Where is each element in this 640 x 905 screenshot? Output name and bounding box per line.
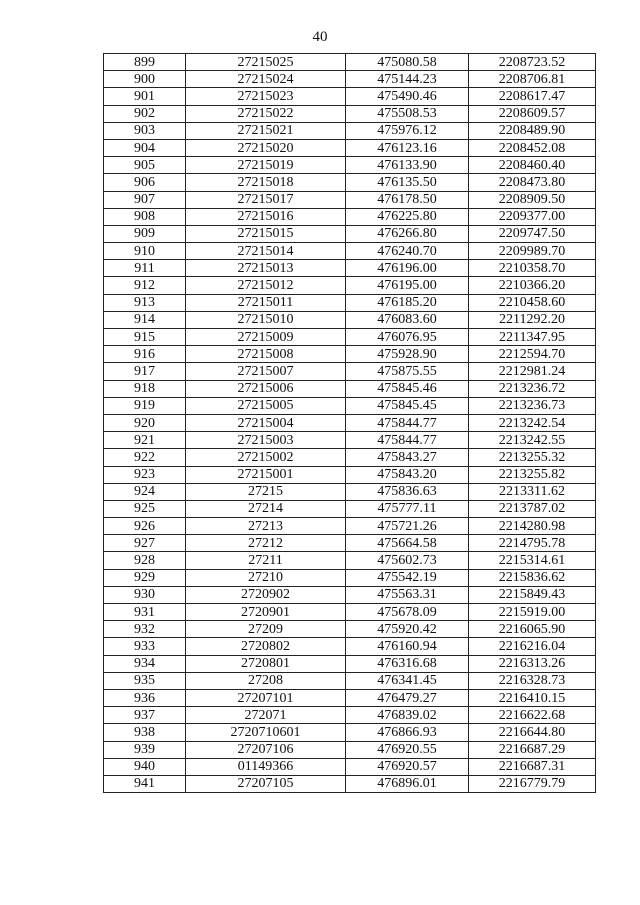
point-number-cell: 919 <box>104 397 186 414</box>
table-row <box>104 638 596 655</box>
point-number-cell: 913 <box>104 294 186 311</box>
point-number-cell: 932 <box>104 621 186 638</box>
table-row <box>104 243 596 260</box>
table-row <box>104 397 596 414</box>
table-row <box>104 586 596 603</box>
point-number-cell: 923 <box>104 466 186 483</box>
table-row <box>104 88 596 105</box>
x-coordinate-cell: 475664.58 <box>346 535 469 552</box>
point-number-cell: 906 <box>104 174 186 191</box>
x-coordinate-cell: 476133.90 <box>346 157 469 174</box>
point-number-cell: 911 <box>104 260 186 277</box>
point-code-cell: 27215 <box>186 483 346 500</box>
x-coordinate-cell: 475678.09 <box>346 604 469 621</box>
y-coordinate-cell: 2210458.60 <box>469 294 596 311</box>
point-number-cell: 926 <box>104 518 186 535</box>
point-code-cell: 27215009 <box>186 329 346 346</box>
point-code-cell: 27207101 <box>186 689 346 706</box>
table-row <box>104 500 596 517</box>
point-code-cell: 27215008 <box>186 346 346 363</box>
point-code-cell: 2720901 <box>186 604 346 621</box>
table-row <box>104 707 596 724</box>
point-code-cell: 27214 <box>186 500 346 517</box>
y-coordinate-cell: 2215836.62 <box>469 569 596 586</box>
point-code-cell: 2720802 <box>186 638 346 655</box>
x-coordinate-cell: 475490.46 <box>346 88 469 105</box>
table-row <box>104 71 596 88</box>
table-row <box>104 294 596 311</box>
point-number-cell: 902 <box>104 105 186 122</box>
point-number-cell: 904 <box>104 139 186 156</box>
x-coordinate-cell: 476123.16 <box>346 139 469 156</box>
point-number-cell: 940 <box>104 758 186 775</box>
point-code-cell: 27208 <box>186 672 346 689</box>
y-coordinate-cell: 2212594.70 <box>469 346 596 363</box>
y-coordinate-cell: 2208452.08 <box>469 139 596 156</box>
point-code-cell: 27215011 <box>186 294 346 311</box>
table-row <box>104 655 596 672</box>
x-coordinate-cell: 475875.55 <box>346 363 469 380</box>
point-code-cell: 01149366 <box>186 758 346 775</box>
x-coordinate-cell: 476266.80 <box>346 225 469 242</box>
table-row <box>104 157 596 174</box>
point-number-cell: 934 <box>104 655 186 672</box>
point-code-cell: 27215004 <box>186 414 346 431</box>
point-number-cell: 925 <box>104 500 186 517</box>
x-coordinate-cell: 475976.12 <box>346 122 469 139</box>
y-coordinate-cell: 2208489.90 <box>469 122 596 139</box>
y-coordinate-cell: 2209989.70 <box>469 243 596 260</box>
x-coordinate-cell: 476896.01 <box>346 775 469 792</box>
point-number-cell: 908 <box>104 208 186 225</box>
y-coordinate-cell: 2214795.78 <box>469 535 596 552</box>
table-row <box>104 432 596 449</box>
table-row <box>104 535 596 552</box>
point-code-cell: 27209 <box>186 621 346 638</box>
point-code-cell: 27215019 <box>186 157 346 174</box>
point-number-cell: 907 <box>104 191 186 208</box>
table-row <box>104 329 596 346</box>
table-row <box>104 414 596 431</box>
point-code-cell: 27207106 <box>186 741 346 758</box>
x-coordinate-cell: 476920.57 <box>346 758 469 775</box>
y-coordinate-cell: 2210366.20 <box>469 277 596 294</box>
y-coordinate-cell: 2216313.26 <box>469 655 596 672</box>
table-row <box>104 689 596 706</box>
point-code-cell: 2720801 <box>186 655 346 672</box>
y-coordinate-cell: 2213255.32 <box>469 449 596 466</box>
y-coordinate-cell: 2216687.29 <box>469 741 596 758</box>
point-number-cell: 936 <box>104 689 186 706</box>
y-coordinate-cell: 2216410.15 <box>469 689 596 706</box>
point-code-cell: 27212 <box>186 535 346 552</box>
point-code-cell: 27215021 <box>186 122 346 139</box>
point-number-cell: 941 <box>104 775 186 792</box>
y-coordinate-cell: 2213311.62 <box>469 483 596 500</box>
point-code-cell: 27215012 <box>186 277 346 294</box>
y-coordinate-cell: 2215919.00 <box>469 604 596 621</box>
y-coordinate-cell: 2208723.52 <box>469 54 596 71</box>
y-coordinate-cell: 2216779.79 <box>469 775 596 792</box>
point-code-cell: 27215024 <box>186 71 346 88</box>
table-row <box>104 277 596 294</box>
x-coordinate-cell: 476196.00 <box>346 260 469 277</box>
point-number-cell: 900 <box>104 71 186 88</box>
table-row <box>104 569 596 586</box>
y-coordinate-cell: 2216687.31 <box>469 758 596 775</box>
point-code-cell: 27215017 <box>186 191 346 208</box>
point-code-cell: 27215023 <box>186 88 346 105</box>
x-coordinate-cell: 476839.02 <box>346 707 469 724</box>
point-code-cell: 27215014 <box>186 243 346 260</box>
x-coordinate-cell: 476920.55 <box>346 741 469 758</box>
point-number-cell: 899 <box>104 54 186 71</box>
y-coordinate-cell: 2208609.57 <box>469 105 596 122</box>
table-row <box>104 311 596 328</box>
x-coordinate-cell: 475844.77 <box>346 414 469 431</box>
x-coordinate-cell: 476178.50 <box>346 191 469 208</box>
y-coordinate-cell: 2208909.50 <box>469 191 596 208</box>
table-row <box>104 724 596 741</box>
y-coordinate-cell: 2211347.95 <box>469 329 596 346</box>
x-coordinate-cell: 475843.20 <box>346 466 469 483</box>
x-coordinate-cell: 476341.45 <box>346 672 469 689</box>
x-coordinate-cell: 475721.26 <box>346 518 469 535</box>
table-row <box>104 775 596 792</box>
point-code-cell: 27215016 <box>186 208 346 225</box>
x-coordinate-cell: 476185.20 <box>346 294 469 311</box>
x-coordinate-cell: 476076.95 <box>346 329 469 346</box>
table-row <box>104 54 596 71</box>
table-row <box>104 174 596 191</box>
y-coordinate-cell: 2209747.50 <box>469 225 596 242</box>
coordinates-table-body <box>104 54 596 793</box>
x-coordinate-cell: 475563.31 <box>346 586 469 603</box>
table-row <box>104 758 596 775</box>
y-coordinate-cell: 2215314.61 <box>469 552 596 569</box>
point-code-cell: 27207105 <box>186 775 346 792</box>
point-number-cell: 901 <box>104 88 186 105</box>
table-row <box>104 741 596 758</box>
point-number-cell: 920 <box>104 414 186 431</box>
coordinates-table <box>103 53 596 793</box>
point-number-cell: 935 <box>104 672 186 689</box>
x-coordinate-cell: 475144.23 <box>346 71 469 88</box>
x-coordinate-cell: 476866.93 <box>346 724 469 741</box>
x-coordinate-cell: 475836.63 <box>346 483 469 500</box>
y-coordinate-cell: 2216065.90 <box>469 621 596 638</box>
table-row <box>104 122 596 139</box>
table-row <box>104 139 596 156</box>
point-number-cell: 903 <box>104 122 186 139</box>
table-row <box>104 191 596 208</box>
point-code-cell: 27210 <box>186 569 346 586</box>
point-code-cell: 27215020 <box>186 139 346 156</box>
point-code-cell: 27215022 <box>186 105 346 122</box>
table-row <box>104 672 596 689</box>
x-coordinate-cell: 476240.70 <box>346 243 469 260</box>
point-code-cell: 27215001 <box>186 466 346 483</box>
point-number-cell: 910 <box>104 243 186 260</box>
y-coordinate-cell: 2216216.04 <box>469 638 596 655</box>
point-number-cell: 914 <box>104 311 186 328</box>
x-coordinate-cell: 475845.45 <box>346 397 469 414</box>
x-coordinate-cell: 476160.94 <box>346 638 469 655</box>
x-coordinate-cell: 476195.00 <box>346 277 469 294</box>
point-number-cell: 909 <box>104 225 186 242</box>
table-row <box>104 483 596 500</box>
point-code-cell: 2720710601 <box>186 724 346 741</box>
y-coordinate-cell: 2213236.72 <box>469 380 596 397</box>
point-number-cell: 928 <box>104 552 186 569</box>
y-coordinate-cell: 2213787.02 <box>469 500 596 517</box>
y-coordinate-cell: 2216644.80 <box>469 724 596 741</box>
x-coordinate-cell: 475602.73 <box>346 552 469 569</box>
y-coordinate-cell: 2215849.43 <box>469 586 596 603</box>
table-row <box>104 208 596 225</box>
table-row <box>104 621 596 638</box>
table-row <box>104 518 596 535</box>
x-coordinate-cell: 475843.27 <box>346 449 469 466</box>
point-number-cell: 927 <box>104 535 186 552</box>
point-code-cell: 272071 <box>186 707 346 724</box>
point-code-cell: 27213 <box>186 518 346 535</box>
point-code-cell: 27215007 <box>186 363 346 380</box>
point-number-cell: 905 <box>104 157 186 174</box>
point-number-cell: 922 <box>104 449 186 466</box>
point-code-cell: 27215005 <box>186 397 346 414</box>
point-number-cell: 937 <box>104 707 186 724</box>
y-coordinate-cell: 2213242.54 <box>469 414 596 431</box>
table-row <box>104 346 596 363</box>
y-coordinate-cell: 2210358.70 <box>469 260 596 277</box>
table-row <box>104 105 596 122</box>
table-row <box>104 552 596 569</box>
y-coordinate-cell: 2213242.55 <box>469 432 596 449</box>
point-code-cell: 27211 <box>186 552 346 569</box>
point-number-cell: 916 <box>104 346 186 363</box>
y-coordinate-cell: 2208460.40 <box>469 157 596 174</box>
table-row <box>104 604 596 621</box>
x-coordinate-cell: 476225.80 <box>346 208 469 225</box>
point-number-cell: 929 <box>104 569 186 586</box>
point-code-cell: 27215002 <box>186 449 346 466</box>
x-coordinate-cell: 475845.46 <box>346 380 469 397</box>
table-row <box>104 260 596 277</box>
y-coordinate-cell: 2211292.20 <box>469 311 596 328</box>
x-coordinate-cell: 475920.42 <box>346 621 469 638</box>
point-code-cell: 27215003 <box>186 432 346 449</box>
point-number-cell: 938 <box>104 724 186 741</box>
point-number-cell: 933 <box>104 638 186 655</box>
y-coordinate-cell: 2208617.47 <box>469 88 596 105</box>
point-code-cell: 2720902 <box>186 586 346 603</box>
page-number: 40 <box>312 29 328 45</box>
y-coordinate-cell: 2212981.24 <box>469 363 596 380</box>
x-coordinate-cell: 476083.60 <box>346 311 469 328</box>
x-coordinate-cell: 476479.27 <box>346 689 469 706</box>
y-coordinate-cell: 2208473.80 <box>469 174 596 191</box>
x-coordinate-cell: 475777.11 <box>346 500 469 517</box>
y-coordinate-cell: 2216622.68 <box>469 707 596 724</box>
y-coordinate-cell: 2214280.98 <box>469 518 596 535</box>
point-number-cell: 918 <box>104 380 186 397</box>
point-code-cell: 27215010 <box>186 311 346 328</box>
table-row <box>104 466 596 483</box>
point-number-cell: 924 <box>104 483 186 500</box>
table-row <box>104 225 596 242</box>
y-coordinate-cell: 2216328.73 <box>469 672 596 689</box>
point-code-cell: 27215015 <box>186 225 346 242</box>
table-row <box>104 380 596 397</box>
point-code-cell: 27215006 <box>186 380 346 397</box>
x-coordinate-cell: 475542.19 <box>346 569 469 586</box>
x-coordinate-cell: 475080.58 <box>346 54 469 71</box>
x-coordinate-cell: 476135.50 <box>346 174 469 191</box>
table-row <box>104 449 596 466</box>
x-coordinate-cell: 476316.68 <box>346 655 469 672</box>
point-number-cell: 915 <box>104 329 186 346</box>
point-code-cell: 27215013 <box>186 260 346 277</box>
table-row <box>104 363 596 380</box>
point-number-cell: 930 <box>104 586 186 603</box>
y-coordinate-cell: 2213236.73 <box>469 397 596 414</box>
point-number-cell: 921 <box>104 432 186 449</box>
y-coordinate-cell: 2209377.00 <box>469 208 596 225</box>
point-code-cell: 27215018 <box>186 174 346 191</box>
x-coordinate-cell: 475508.53 <box>346 105 469 122</box>
y-coordinate-cell: 2213255.82 <box>469 466 596 483</box>
y-coordinate-cell: 2208706.81 <box>469 71 596 88</box>
point-code-cell: 27215025 <box>186 54 346 71</box>
point-number-cell: 931 <box>104 604 186 621</box>
x-coordinate-cell: 475928.90 <box>346 346 469 363</box>
point-number-cell: 917 <box>104 363 186 380</box>
point-number-cell: 939 <box>104 741 186 758</box>
point-number-cell: 912 <box>104 277 186 294</box>
x-coordinate-cell: 475844.77 <box>346 432 469 449</box>
